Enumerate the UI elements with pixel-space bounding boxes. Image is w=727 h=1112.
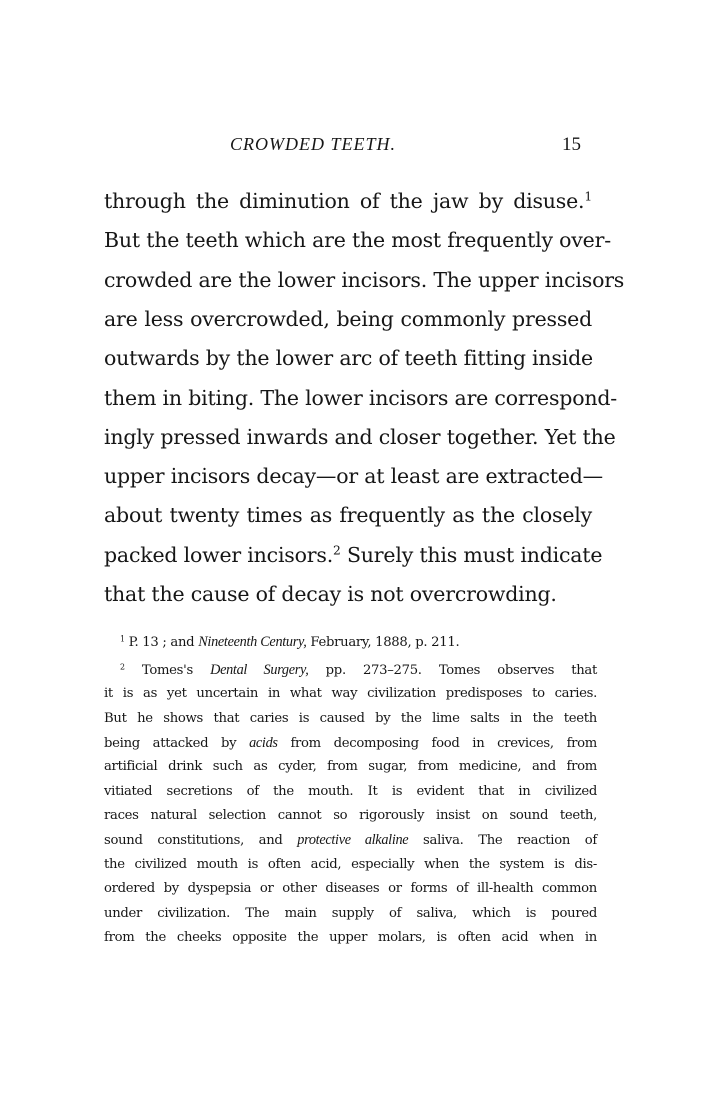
body-line: [104, 225, 611, 255]
body-line: [104, 304, 592, 334]
footnote-line: [104, 733, 597, 753]
footnote-line: [120, 660, 597, 680]
text-segment: acids: [249, 735, 278, 752]
text-segment: pp. 273–275. Tomes observes that: [308, 663, 597, 678]
text-segment: are less overcrowded, being commonly pressed: [104, 306, 592, 331]
text-segment: upper incisors decay—or at least are extracted—: [104, 464, 603, 489]
footnote-ref: 1: [584, 189, 592, 204]
text-segment: from decomposing food in crevices, from: [277, 736, 597, 752]
text-segment: crowded are the lower incisors. The upper incisors: [104, 267, 625, 292]
page-number: 15: [562, 134, 581, 155]
text-segment: races natural selection cannot so rigorously insist on sound teeth,: [104, 808, 597, 824]
footnote-line: [120, 632, 597, 652]
text-segment: But the teeth which are the most frequently over-: [104, 228, 611, 253]
body-line: [104, 383, 618, 413]
text-segment: February, 1888, p. 211.: [306, 635, 460, 650]
footnote-line: [104, 782, 597, 802]
text-segment: protective alkaline: [297, 832, 409, 849]
text-segment: ingly pressed inwards and closer together. Yet the: [104, 424, 616, 449]
text-segment: sound constitutions, and: [104, 833, 298, 849]
text-segment: artificial drink such as cyder, from sugar, from medicine, and from: [104, 759, 597, 775]
footnote-line: [104, 830, 597, 850]
body-line: [104, 500, 592, 530]
body-line: [104, 579, 592, 609]
footnote-ref: 2: [333, 543, 341, 558]
body-line: [104, 461, 603, 491]
footnote-line: [104, 855, 597, 875]
footnote-line: [104, 757, 597, 777]
body-line: [104, 265, 625, 295]
text-segment: under civilization. The main supply of saliva, which is poured: [104, 905, 597, 921]
footnote-line: [104, 928, 597, 948]
text-segment: Surely this must indicate: [340, 542, 603, 567]
text-segment: them in biting. The lower incisors are correspond-: [104, 385, 618, 410]
body-line: [104, 540, 603, 570]
text-segment: Nineteenth Century,: [198, 634, 307, 650]
text-segment: Tomes's: [124, 663, 211, 678]
text-segment: saliva. The reaction of: [408, 833, 597, 849]
running-header-title: CROWDED TEETH.: [230, 134, 396, 154]
text-segment: Dental Surgery,: [210, 662, 309, 678]
footnote-line: [104, 684, 597, 704]
text-segment: through the diminution of the jaw by disuse.: [104, 189, 585, 213]
text-segment: vitiated secretions of the mouth. It is evident that in civilized: [104, 783, 597, 799]
body-line: [104, 343, 592, 373]
footnote-line: [104, 806, 597, 826]
footnote-number: 1: [120, 634, 125, 644]
text-segment: P. 13 ; and: [124, 635, 199, 650]
footnote-number: 2: [120, 662, 125, 672]
footnote-line: [104, 709, 597, 729]
text-segment: the civilized mouth is often acid, especially when the system is dis-: [104, 856, 597, 872]
body-line: [104, 186, 592, 216]
text-segment: packed lower incisors.: [104, 542, 334, 567]
text-segment: But he shows that caries is caused by the lime salts in the teeth: [104, 710, 597, 726]
text-segment: ordered by dyspepsia or other diseases or forms of ill-health common: [104, 881, 597, 897]
text-segment: outwards by the lower arc of teeth fitting inside: [104, 346, 593, 371]
text-segment: it is as yet uncertain in what way civilization predisposes to caries.: [104, 686, 597, 702]
body-line: [104, 422, 616, 452]
footnote-line: [104, 904, 597, 924]
text-segment: from the cheeks opposite the upper molars, is often acid when in: [104, 929, 597, 945]
text-segment: being attacked by: [104, 736, 250, 752]
text-segment: that the cause of decay is not overcrowding.: [104, 582, 557, 606]
text-segment: about twenty times as frequently as the closely: [104, 503, 592, 528]
footnote-line: [104, 879, 597, 899]
